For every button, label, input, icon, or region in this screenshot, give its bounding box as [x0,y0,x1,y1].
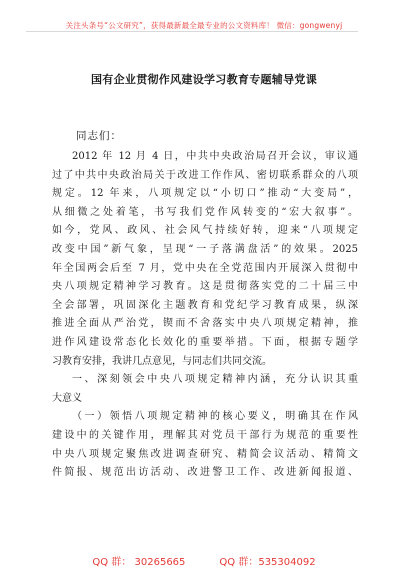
paragraph-line: 改变中国”新气象，呈现“一子落满盘活”的效果。2025 [52,243,358,255]
footer [0,553,408,568]
paragraph-line: 从细微之处着笔，书写我们党作风转变的“宏大叙事”。 [52,206,358,218]
paragraph-line: 中央八项规定聚焦改进调查研究、精简会议活动、精简文 [52,448,358,460]
paragraph-line: 规定。12 年来，八项规定以“小切口”推动“大变局”， [52,188,358,200]
paragraph-line: 2012 年 12 月 4 日，中共中央政治局召开会议，审议通 [72,151,358,162]
subsection-line: （一）领悟八项规定精神的核心要义，明确其在作风 [72,411,358,423]
subsection-line: 建设中的关键作用，理解其对党员干部行为规范的重要性 [52,429,358,441]
document-title: 国有企业贯彻作风建设学习教育专题辅导党课 [91,73,317,86]
paragraph-line: 进作风建设常态化长效化的重要举措。下面，根据专题学 [52,336,358,348]
paragraph-line: 件简报、规范出访活动、改进警卫工作、改进新闻报道、 [52,467,358,479]
section-heading-line: 一、深刻领会中央八项规定精神内涵，充分认识其重 [72,374,358,386]
paragraph-line: 如今，党风、政风、社会风气持续好转，迎来“八项规定 [52,225,358,237]
section-heading-line: 大意义 [52,392,82,404]
qq-group-1: QQ 群： 30265665 [92,557,186,568]
paragraph-line: 年全国两会后至 7 月，党中央在全党范围内开展深入贯彻中 [52,262,358,274]
paragraph-line: 推进全面从严治党，锲而不舍落实中央八项规定精神，推 [52,318,358,330]
paragraph-line: 习教育安排，我讲几点意见，与同志们共同交流。 [52,355,272,367]
salutation: 同志们： [76,130,122,142]
qq-group-2: QQ 群：535304092 [219,557,316,568]
document-body [52,148,358,483]
header-banner: 关注头条号“公文研究”，获得最新最全最专业的公文资料库！ 微信：gongwenyj [65,21,343,30]
paragraph-line: 央八项规定精神学习教育。这是贯彻落实党的二十届三中 [52,281,358,293]
paragraph-line: 过了中共中央政治局关于改进工作作风、密切联系群众的八项 [52,169,358,181]
paragraph-line: 全会部署，巩固深化主题教育和党纪学习教育成果，纵深 [52,299,358,311]
header-divider [26,31,358,32]
